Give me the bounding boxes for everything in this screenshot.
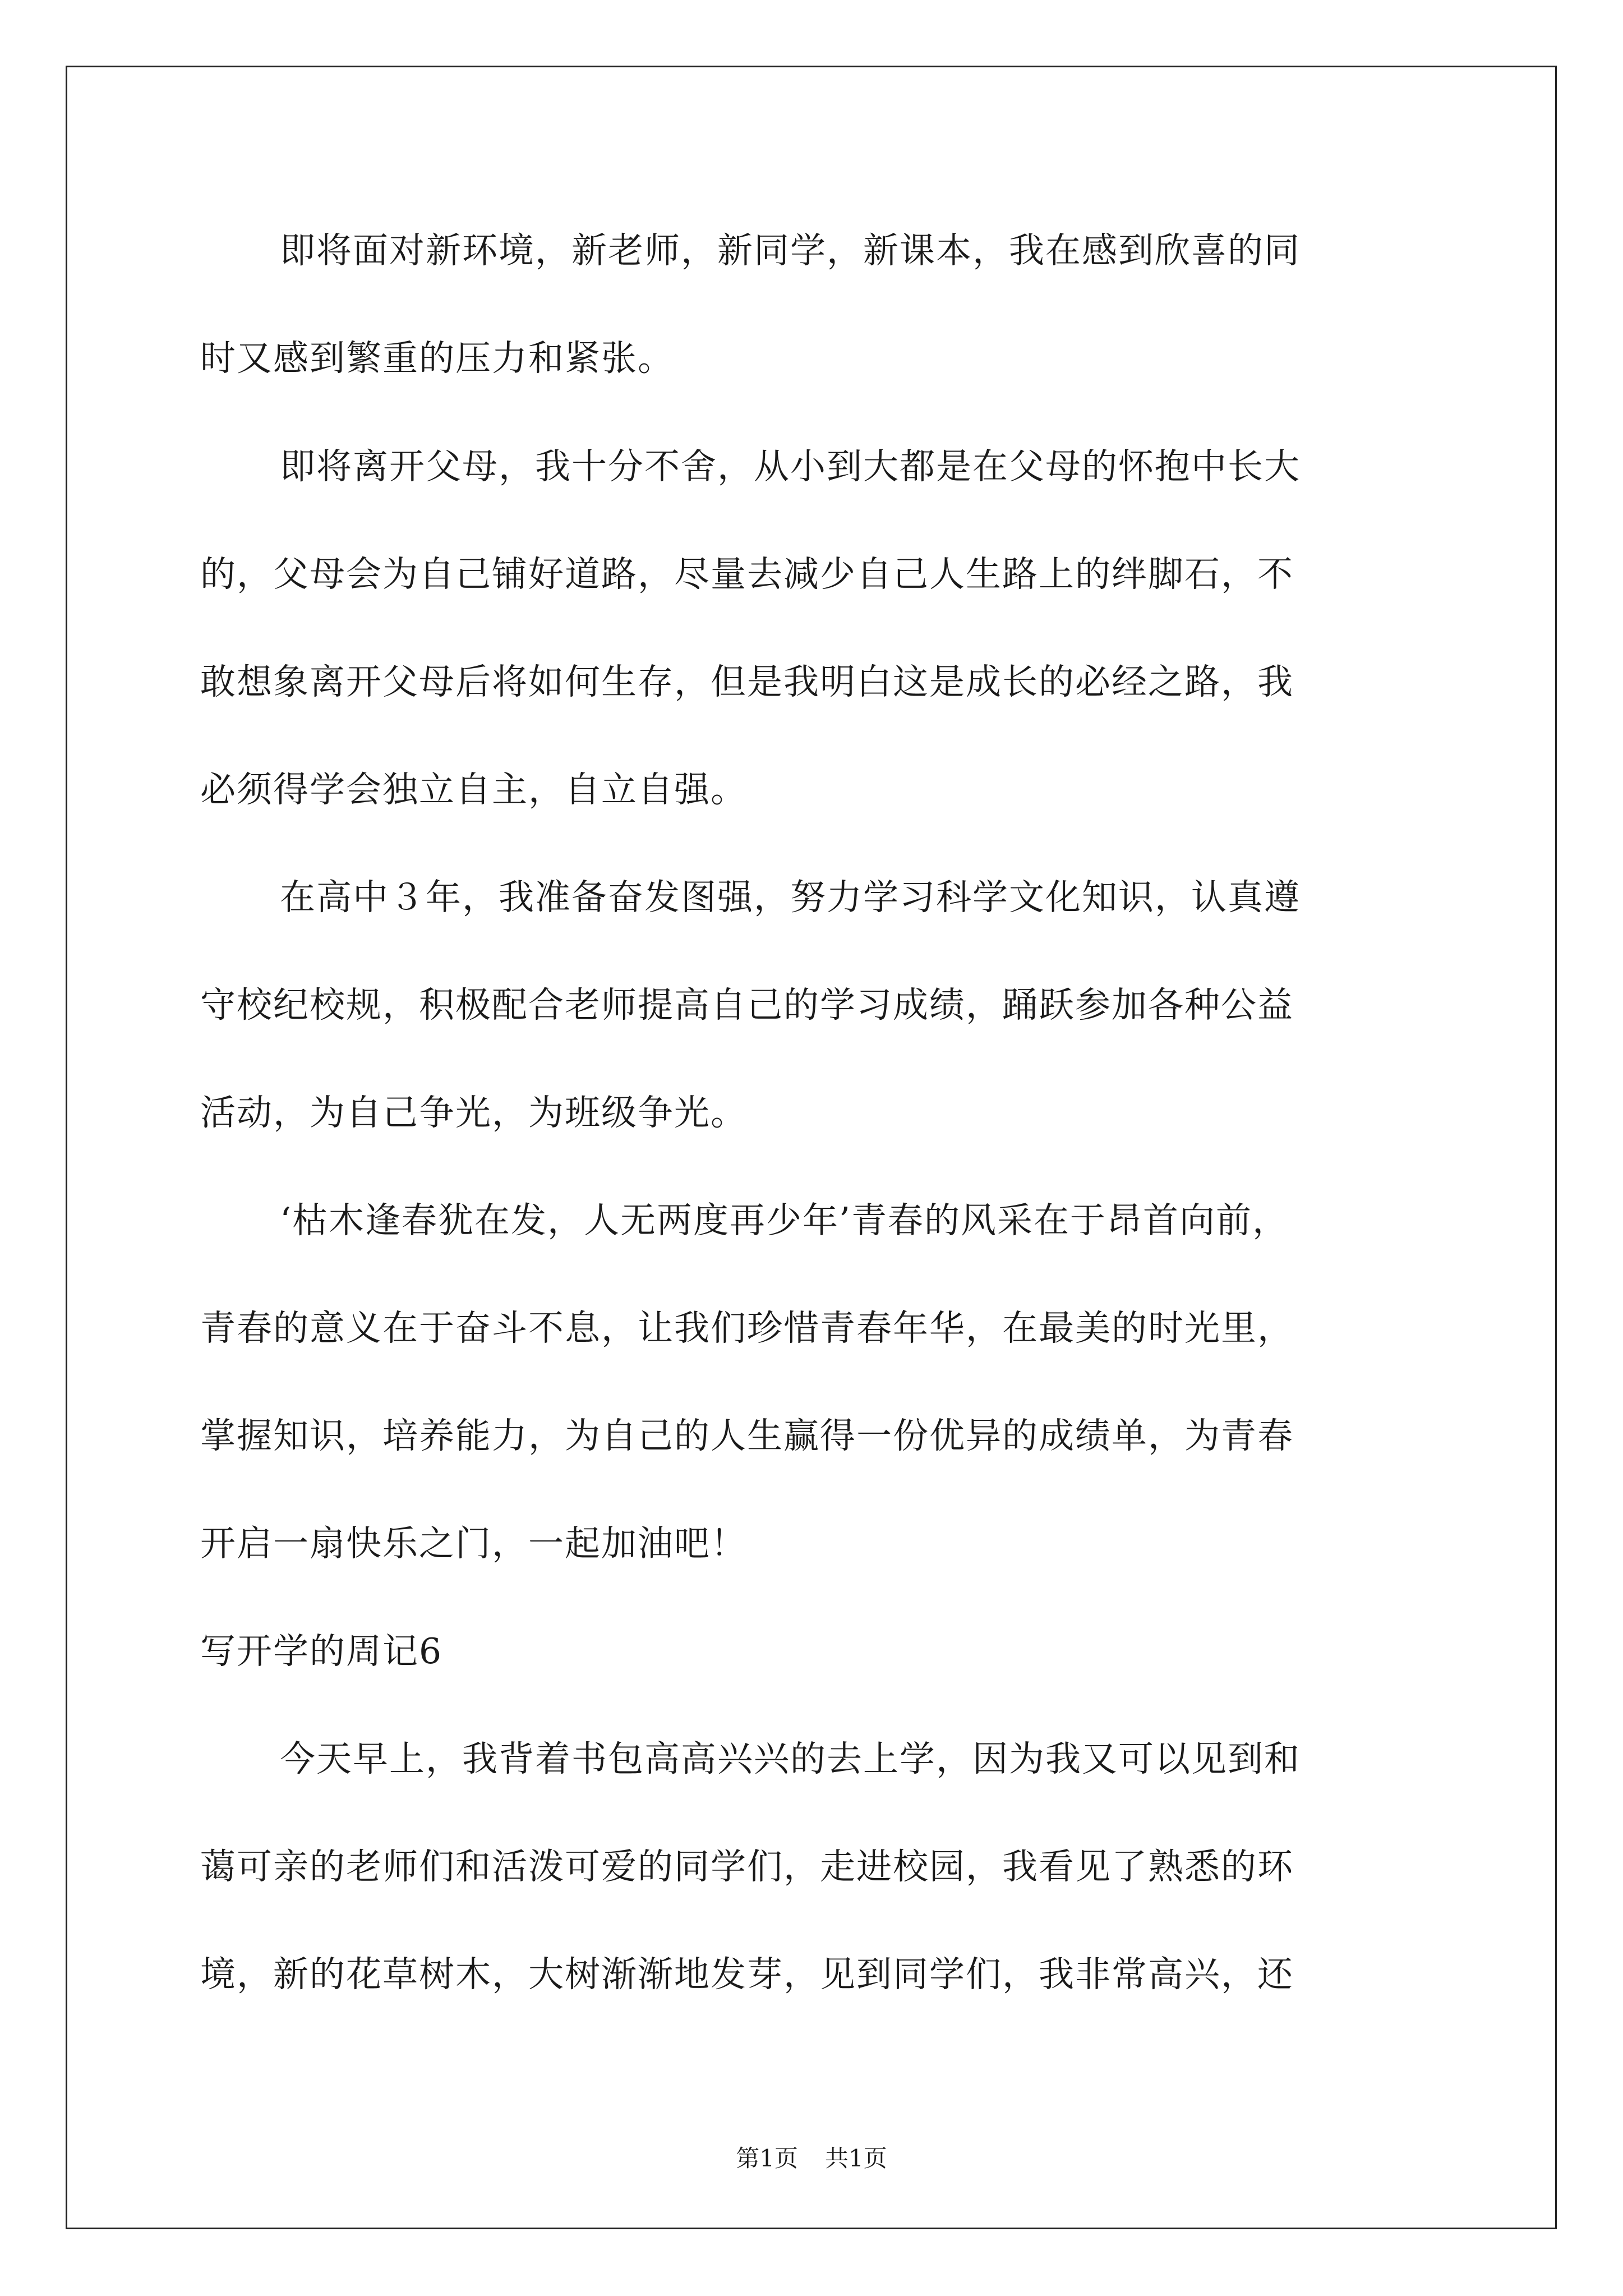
paragraph-3-line-3: 活动，为自己争光，为班级争光。: [200, 1092, 747, 1133]
paragraph-2-line-2: 的，父母会为自己铺好道路，尽量去减少自己人生路上的绊脚石，不: [200, 554, 1294, 595]
page-total: 共1页: [825, 2145, 887, 2172]
paragraph-5-line-2: 蔼可亲的老师们和活泼可爱的同学们，走进校园，我看见了熟悉的环: [200, 1846, 1294, 1887]
page-number: 第1页: [736, 2145, 798, 2172]
paragraph-2-line-3: 敢想象离开父母后将如何生存，但是我明白这是成长的必经之路，我: [200, 661, 1294, 702]
paragraph-4-line-2: 青春的意义在于奋斗不息，让我们珍惜青春年华，在最美的时光里，: [200, 1308, 1294, 1349]
paragraph-4-line-3: 掌握知识，培养能力，为自己的人生赢得一份优异的成绩单，为青春: [200, 1415, 1294, 1456]
paragraph-5-line-3: 境，新的花草树木，大树渐渐地发芽，见到同学们，我非常高兴，还: [200, 1954, 1294, 1995]
paragraph-4-line-1: ‘枯木逢春犹在发，人无两度再少年’青春的风采在于昂首向前，: [280, 1200, 1289, 1241]
paragraph-4-line-4: 开启一扇快乐之门，一起加油吧！: [200, 1523, 747, 1564]
paragraph-3-line-2: 守校纪校规，积极配合老师提高自己的学习成绩，踊跃参加各种公益: [200, 984, 1294, 1025]
paragraph-2-line-1: 即将离开父母，我十分不舍，从小到大都是在父母的怀抱中长大: [280, 446, 1301, 487]
page-footer: [0, 2145, 1623, 2173]
section-heading: 写开学的周记6: [200, 1631, 443, 1672]
paragraph-1-line-1: 即将面对新环境，新老师，新同学，新课本，我在感到欣喜的同: [280, 230, 1301, 271]
paragraph-5-line-1: 今天早上，我背着书包高高兴兴的去上学，因为我又可以见到和: [280, 1738, 1301, 1779]
paragraph-3-line-1: 在高中３年，我准备奋发图强，努力学习科学文化知识，认真遵: [280, 877, 1301, 918]
paragraph-1-line-2: 时又感到繁重的压力和紧张。: [200, 338, 674, 379]
page-border: [66, 66, 1557, 2229]
paragraph-2-line-4: 必须得学会独立自主，自立自强。: [200, 769, 747, 810]
